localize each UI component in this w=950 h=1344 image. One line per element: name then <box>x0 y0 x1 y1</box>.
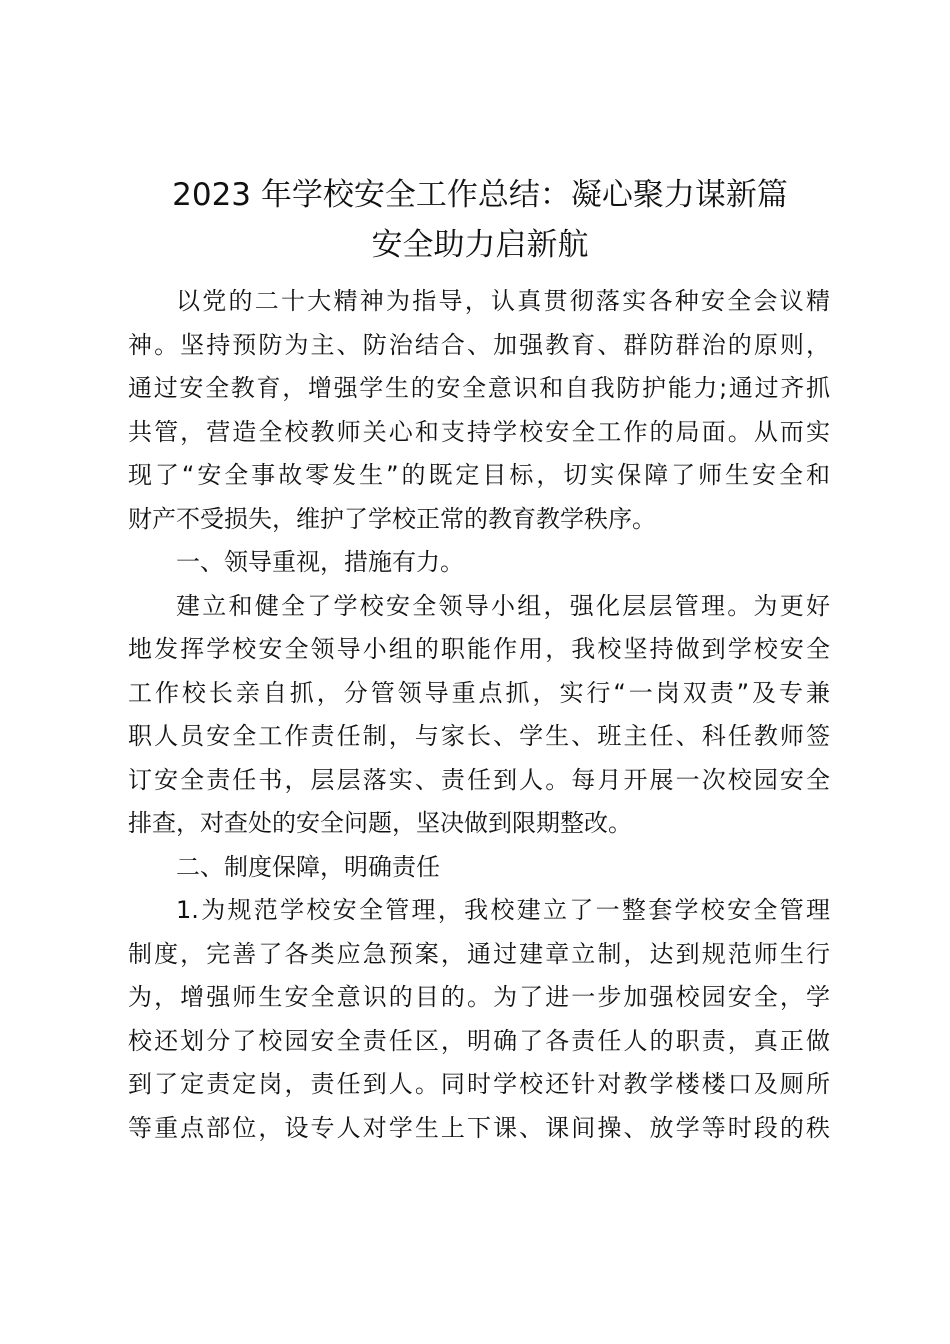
text-line: 通过安全教育，增强学生的安全意识和自我防护能力;通过齐抓 <box>128 374 830 402</box>
title-line-2: 安全助力启新航 <box>371 227 589 263</box>
text-line: 1.为规范学校安全管理，我校建立了一整套学校安全管理 <box>176 896 830 924</box>
text-line: 排查，对查处的安全问题，坚决做到限期整改。 <box>128 809 632 837</box>
text-line: 神。坚持预防为主、防治结合、加强教育、群防群治的原则， <box>128 330 830 359</box>
text-line: 订安全责任书，层层落实、责任到人。每月开展一次校园安全 <box>128 765 830 794</box>
text-line: 财产不受损失，维护了学校正常的教育教学秩序。 <box>128 504 656 533</box>
title-line-1: 2023 年学校安全工作总结：凝心聚力谋新篇 <box>172 177 788 213</box>
document-title <box>100 170 860 270</box>
text-line: 工作校长亲自抓，分管领导重点抓，实行“一岗双责”及专兼 <box>128 678 830 707</box>
text-line: 现了“安全事故零发生”的既定目标，切实保障了师生安全和 <box>128 461 830 489</box>
section-heading: 二、制度保障，明确责任 <box>176 852 440 881</box>
text-line: 等重点部位，设专人对学生上下课、课间操、放学等时段的秩 <box>128 1113 830 1142</box>
text-line: 到了定责定岗，责任到人。同时学校还针对教学楼楼口及厕所 <box>128 1070 830 1098</box>
text-line: 以党的二十大精神为指导，认真贯彻落实各种安全会议精 <box>176 287 830 315</box>
text-line: 建立和健全了学校安全领导小组，强化层层管理。为更好 <box>176 591 830 620</box>
text-line: 为，增强师生安全意识的目的。为了进一步加强校园安全，学 <box>128 983 830 1011</box>
document-body <box>128 280 830 1150</box>
text-line: 地发挥学校安全领导小组的职能作用，我校坚持做到学校安全 <box>128 635 830 663</box>
text-line: 制度，完善了各类应急预案，通过建章立制，达到规范师生行 <box>128 939 830 968</box>
text-line: 职人员安全工作责任制，与家长、学生、班主任、科任教师签 <box>128 722 830 750</box>
text-line: 校还划分了校园安全责任区，明确了各责任人的职责，真正做 <box>128 1026 830 1055</box>
text-line: 共管，营造全校教师关心和支持学校安全工作的局面。从而实 <box>128 417 830 446</box>
section-heading: 一、领导重视，措施有力。 <box>176 548 464 576</box>
